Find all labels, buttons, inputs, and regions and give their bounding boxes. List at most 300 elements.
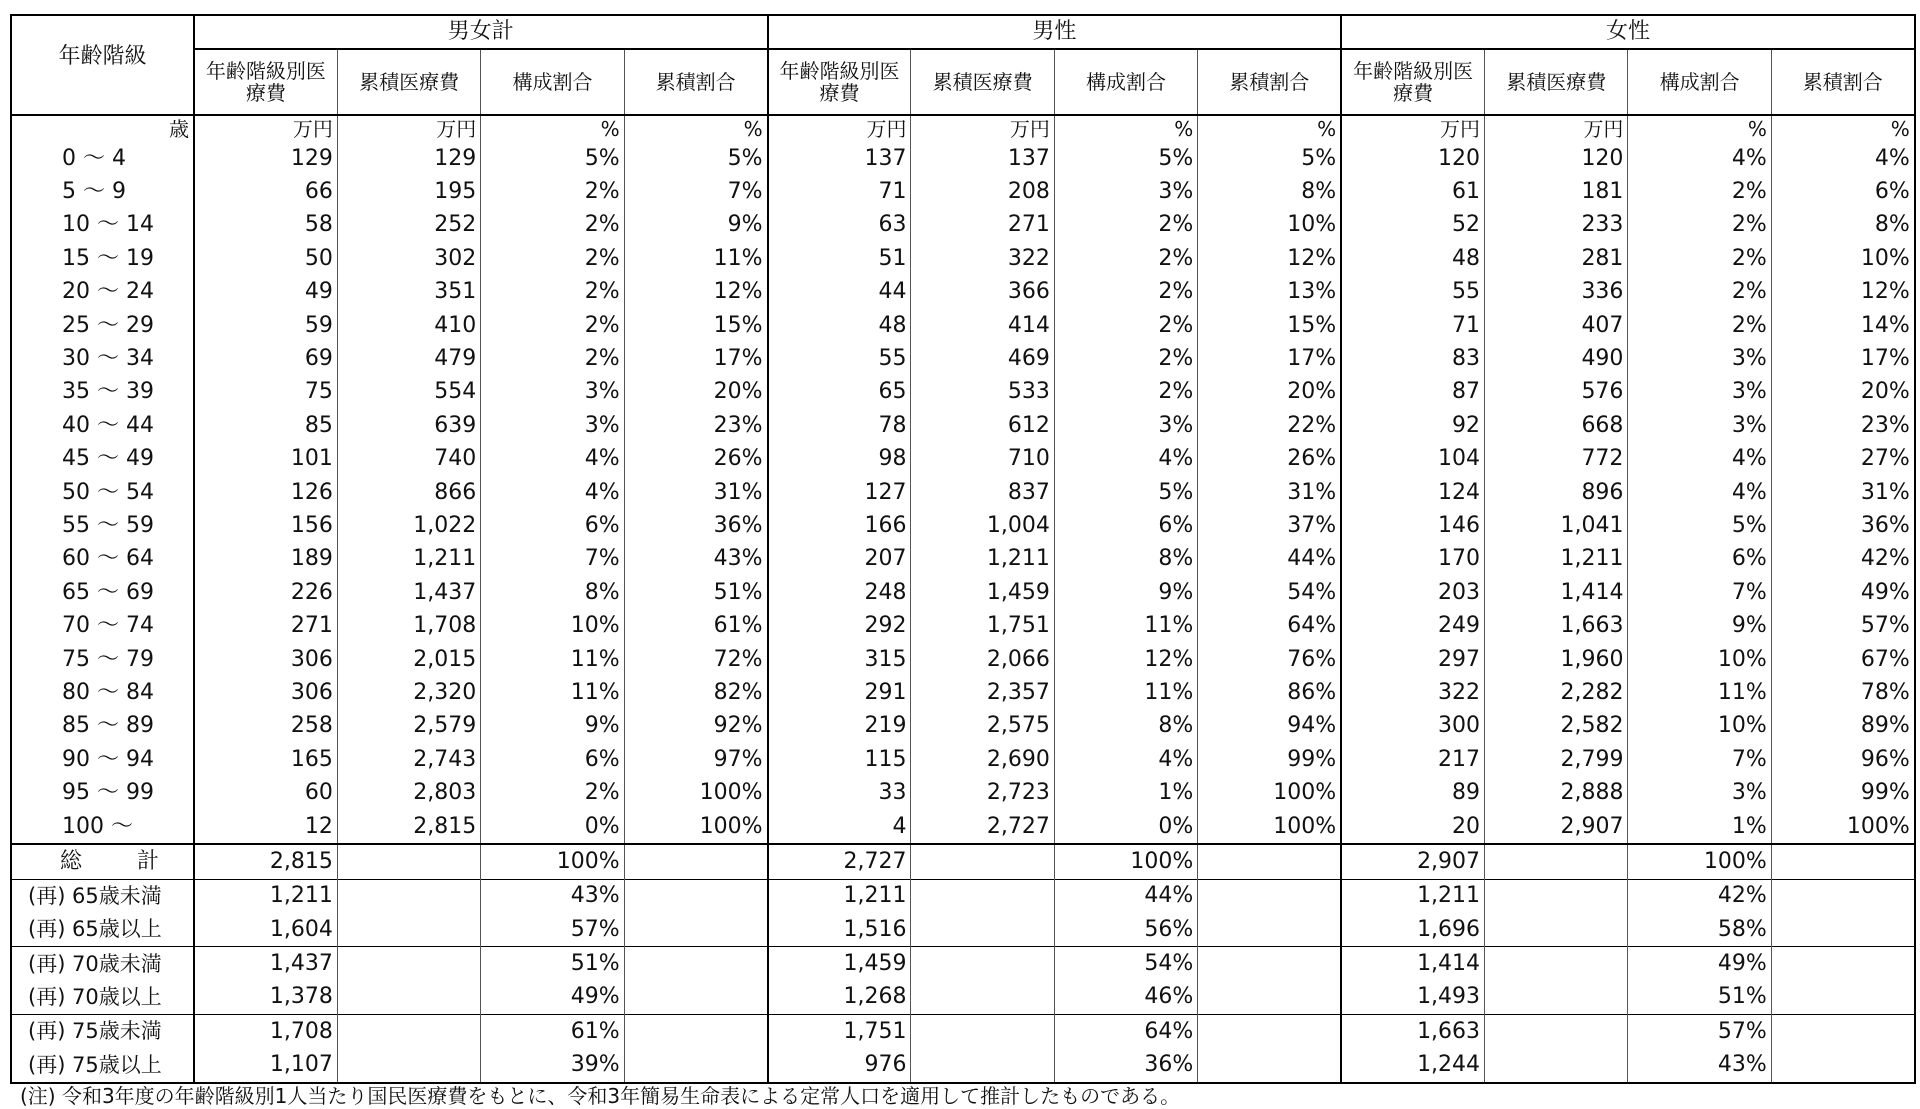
table-cell: 96%	[1771, 743, 1914, 776]
table-cell: 2%	[481, 342, 624, 375]
table-cell	[624, 913, 767, 947]
table-row	[11, 443, 1915, 476]
subtotal-row	[11, 1015, 1915, 1049]
table-cell: 49	[194, 276, 337, 309]
table-cell: 98	[768, 443, 911, 476]
table-cell	[337, 1015, 480, 1049]
row-label: 45 ～ 49	[62, 446, 154, 472]
table-cell: 69	[194, 342, 337, 375]
table-cell: 189	[194, 543, 337, 576]
row-label: 35 ～ 39	[62, 379, 154, 405]
table-cell: 7%	[1628, 743, 1771, 776]
table-cell: 52	[1341, 209, 1484, 242]
table-cell: 8%	[1198, 175, 1341, 208]
table-cell: 2%	[481, 209, 624, 242]
column-header: 構成割合	[1054, 49, 1197, 115]
table-cell	[1771, 981, 1914, 1015]
table-cell: 4%	[1628, 443, 1771, 476]
table-cell	[1771, 879, 1914, 913]
table-row	[11, 509, 1915, 542]
table-cell: 56%	[1054, 913, 1197, 947]
table-cell: 48	[768, 309, 911, 342]
table-cell: 48	[1341, 242, 1484, 275]
table-cell: 4%	[1628, 142, 1771, 175]
row-label: (再) 70歳未満	[11, 947, 194, 981]
table-cell: 837	[911, 476, 1054, 509]
table-cell: 64%	[1198, 609, 1341, 642]
table-cell: 36%	[624, 509, 767, 542]
table-cell: 351	[337, 276, 480, 309]
table-cell: 43%	[481, 879, 624, 913]
table-cell: 1,211	[1485, 543, 1628, 576]
table-cell: 2,582	[1485, 710, 1628, 743]
table-cell: 50	[194, 242, 337, 275]
table-cell: 208	[911, 175, 1054, 208]
unit-cell: %	[481, 115, 624, 142]
table-cell: 1%	[1054, 776, 1197, 809]
table-cell: 271	[194, 609, 337, 642]
table-cell: 51%	[481, 947, 624, 981]
row-label: (再) 65歳以上	[28, 917, 162, 942]
row-label: 100 ～	[62, 813, 133, 839]
table-row	[11, 409, 1915, 442]
table-cell: 129	[337, 142, 480, 175]
table-cell	[337, 913, 480, 947]
row-label: 50 ～ 54	[62, 479, 154, 505]
table-cell: 2,743	[337, 743, 480, 776]
table-cell: 2,015	[337, 643, 480, 676]
table-cell: 2%	[481, 776, 624, 809]
table-cell: 100%	[1771, 810, 1914, 844]
table-cell: 2%	[1628, 209, 1771, 242]
table-cell: 86%	[1198, 676, 1341, 709]
table-cell: 2,815	[194, 844, 337, 879]
table-cell: 306	[194, 643, 337, 676]
table-cell: 65	[768, 376, 911, 409]
table-cell: 6%	[481, 743, 624, 776]
table-cell: 49%	[1628, 947, 1771, 981]
table-cell: 6%	[481, 509, 624, 542]
table-cell	[1485, 1015, 1628, 1049]
table-cell: 94%	[1198, 710, 1341, 743]
table-cell: 9%	[1054, 576, 1197, 609]
table-cell: 8%	[1054, 710, 1197, 743]
table-cell: 6%	[1771, 175, 1914, 208]
table-cell: 1,708	[337, 609, 480, 642]
table-cell: 66	[194, 175, 337, 208]
unit-cell: %	[1628, 115, 1771, 142]
row-label: 0 ～ 4	[62, 145, 126, 171]
table-row	[11, 376, 1915, 409]
unit-cell: %	[624, 115, 767, 142]
table-cell: 2,723	[911, 776, 1054, 809]
table-cell: 2,815	[337, 810, 480, 844]
table-cell: 1,211	[337, 543, 480, 576]
table-cell: 322	[911, 242, 1054, 275]
table-cell: 124	[1341, 476, 1484, 509]
table-cell: 2,907	[1485, 810, 1628, 844]
table-row	[11, 476, 1915, 509]
table-cell: 89	[1341, 776, 1484, 809]
table-cell: 0%	[1054, 810, 1197, 844]
table-cell	[1198, 1049, 1341, 1083]
table-cell: 51%	[624, 576, 767, 609]
table-cell: 3%	[481, 376, 624, 409]
table-cell: 3%	[481, 409, 624, 442]
table-cell: 23%	[1771, 409, 1914, 442]
table-cell: 1,459	[768, 947, 911, 981]
table-cell: 8%	[481, 576, 624, 609]
table-cell	[1485, 844, 1628, 879]
table-cell	[911, 913, 1054, 947]
table-cell: 2%	[1054, 276, 1197, 309]
table-row	[11, 342, 1915, 375]
row-label: 70 ～ 74	[62, 613, 154, 639]
table-cell	[1771, 1015, 1914, 1049]
table-cell: 2,727	[768, 844, 911, 879]
table-cell: 3%	[1628, 409, 1771, 442]
table-cell: 2%	[1628, 276, 1771, 309]
table-cell: 710	[911, 443, 1054, 476]
table-cell: 99%	[1771, 776, 1914, 809]
table-cell: 20%	[1771, 376, 1914, 409]
table-cell: 2%	[1054, 342, 1197, 375]
table-cell: 42%	[1771, 543, 1914, 576]
table-cell: 1,004	[911, 509, 1054, 542]
table-cell: 44	[768, 276, 911, 309]
age-group-header: 年齢階級	[58, 44, 147, 69]
row-label: 60 ～ 64	[62, 546, 154, 572]
table-cell: 5%	[1054, 142, 1197, 175]
table-cell: 49%	[481, 981, 624, 1015]
table-cell: 7%	[1628, 576, 1771, 609]
unit-cell: %	[1054, 115, 1197, 142]
table-cell: 60	[194, 776, 337, 809]
table-cell: 23%	[624, 409, 767, 442]
table-row	[11, 543, 1915, 576]
table-row	[11, 676, 1915, 709]
table-cell: 2,907	[1341, 844, 1484, 879]
table-cell: 2%	[1054, 309, 1197, 342]
table-cell: 302	[337, 242, 480, 275]
table-cell: 20%	[624, 376, 767, 409]
table-cell	[911, 879, 1054, 913]
row-label: (再) 75歳未満	[11, 1015, 194, 1049]
group-header-male: 男性	[768, 15, 1342, 49]
table-cell: 15%	[1198, 309, 1341, 342]
table-cell: 226	[194, 576, 337, 609]
column-header: 累積割合	[1771, 49, 1914, 115]
table-cell: 17%	[1198, 342, 1341, 375]
table-cell	[337, 981, 480, 1015]
table-cell	[1771, 844, 1914, 879]
table-body	[11, 115, 1915, 1083]
table-cell	[337, 879, 480, 913]
row-label: 40 ～ 44	[62, 412, 154, 438]
column-header: 累積医療費	[911, 49, 1054, 115]
table-cell: 181	[1485, 175, 1628, 208]
table-cell: 414	[911, 309, 1054, 342]
footnote: (注) 令和3年度の年齢階級別1人当たり国民医療費をもとに、令和3年簡易生命表による定常人口を適用して推計したものである。	[20, 1084, 1181, 1108]
table-cell: 156	[194, 509, 337, 542]
table-cell: 36%	[1771, 509, 1914, 542]
table-cell: 1,022	[337, 509, 480, 542]
subtotal-row	[11, 913, 1915, 947]
group-header-total: 男女計	[194, 15, 768, 49]
table-row	[11, 743, 1915, 776]
table-cell: 3%	[1054, 409, 1197, 442]
table-cell: 366	[911, 276, 1054, 309]
table-cell	[624, 844, 767, 879]
table-cell: 12%	[624, 276, 767, 309]
table-cell: 249	[1341, 609, 1484, 642]
row-label: 5 ～ 9	[62, 179, 126, 205]
group-header-female: 女性	[1341, 15, 1915, 49]
table-cell: 11%	[481, 676, 624, 709]
table-cell: 101	[194, 443, 337, 476]
table-cell: 1,437	[194, 947, 337, 981]
table-cell: 58%	[1628, 913, 1771, 947]
table-cell: 104	[1341, 443, 1484, 476]
table-cell: 315	[768, 643, 911, 676]
table-cell: 2%	[1054, 242, 1197, 275]
table-cell: 219	[768, 710, 911, 743]
unit-cell: 万円	[337, 115, 480, 142]
table-cell: 31%	[1771, 476, 1914, 509]
table-cell: 11%	[1054, 609, 1197, 642]
table-cell: 44%	[1198, 543, 1341, 576]
table-cell: 64%	[1054, 1015, 1197, 1049]
table-cell: 336	[1485, 276, 1628, 309]
table-cell: 17%	[1771, 342, 1914, 375]
table-cell: 100%	[1628, 844, 1771, 879]
table-cell	[1771, 1049, 1914, 1083]
table-cell: 258	[194, 710, 337, 743]
table-cell: 126	[194, 476, 337, 509]
table-cell: 2%	[481, 175, 624, 208]
table-cell: 51%	[1628, 981, 1771, 1015]
table-cell: 58	[194, 209, 337, 242]
table-cell: 11%	[1054, 676, 1197, 709]
table-cell: 1,211	[194, 879, 337, 913]
row-label: 総 計	[11, 844, 194, 879]
table-row	[11, 643, 1915, 676]
table-cell: 2%	[481, 242, 624, 275]
table-cell: 976	[768, 1049, 911, 1083]
unit-cell: 万円	[1485, 115, 1628, 142]
table-cell: 22%	[1198, 409, 1341, 442]
table-cell: 1,211	[911, 543, 1054, 576]
table-cell: 10%	[481, 609, 624, 642]
table-cell: 165	[194, 743, 337, 776]
table-row	[11, 710, 1915, 743]
table-cell: 27%	[1771, 443, 1914, 476]
table-row	[11, 810, 1915, 844]
table-cell: 97%	[624, 743, 767, 776]
table-cell	[911, 844, 1054, 879]
table-cell: 2%	[1054, 376, 1197, 409]
table-cell: 217	[1341, 743, 1484, 776]
table-cell: 57%	[481, 913, 624, 947]
column-header: 構成割合	[1628, 49, 1771, 115]
table-cell: 46%	[1054, 981, 1197, 1015]
table-cell: 1,459	[911, 576, 1054, 609]
table-cell: 4%	[1054, 443, 1197, 476]
table-cell: 322	[1341, 676, 1484, 709]
table-cell: 5%	[1628, 509, 1771, 542]
table-cell: 1,663	[1485, 609, 1628, 642]
table-cell: 57%	[1628, 1015, 1771, 1049]
table-row	[11, 276, 1915, 309]
table-cell: 3%	[1054, 175, 1197, 208]
table-cell	[1198, 1015, 1341, 1049]
table-cell: 42%	[1628, 879, 1771, 913]
table-cell: 866	[337, 476, 480, 509]
table-cell: 1,751	[911, 609, 1054, 642]
table-cell: 469	[911, 342, 1054, 375]
subtotal-row	[11, 947, 1915, 981]
table-cell: 2,799	[1485, 743, 1628, 776]
table-cell: 4%	[481, 476, 624, 509]
row-label: 90 ～ 94	[62, 746, 154, 772]
column-header: 年齢階級別医療費	[768, 49, 911, 115]
table-cell: 2%	[481, 276, 624, 309]
table-cell: 44%	[1054, 879, 1197, 913]
table-cell	[624, 879, 767, 913]
table-cell	[1485, 1049, 1628, 1083]
table-cell: 37%	[1198, 509, 1341, 542]
table-cell	[1198, 947, 1341, 981]
table-cell: 639	[337, 409, 480, 442]
table-cell: 100%	[624, 810, 767, 844]
table-cell	[1485, 913, 1628, 947]
table-cell: 1,493	[1341, 981, 1484, 1015]
table-cell: 612	[911, 409, 1054, 442]
table-cell: 195	[337, 175, 480, 208]
table-cell: 1,751	[768, 1015, 911, 1049]
table-cell: 15%	[624, 309, 767, 342]
table-row	[11, 609, 1915, 642]
table-cell: 2%	[481, 309, 624, 342]
table-cell: 146	[1341, 509, 1484, 542]
total-row	[11, 844, 1915, 879]
table-cell: 2%	[1628, 309, 1771, 342]
table-cell: 72%	[624, 643, 767, 676]
table-cell: 20%	[1198, 376, 1341, 409]
unit-cell: 歳	[11, 115, 194, 142]
table-cell: 63	[768, 209, 911, 242]
table-cell: 78	[768, 409, 911, 442]
table-cell: 2%	[1628, 242, 1771, 275]
table-cell: 87	[1341, 376, 1484, 409]
table-cell: 2,282	[1485, 676, 1628, 709]
table-cell: 31%	[1198, 476, 1341, 509]
table-cell: 297	[1341, 643, 1484, 676]
table-cell	[1485, 981, 1628, 1015]
table-cell: 2,690	[911, 743, 1054, 776]
table-cell: 410	[337, 309, 480, 342]
table-cell	[337, 1049, 480, 1083]
table-cell: 291	[768, 676, 911, 709]
medical-cost-table	[10, 14, 1916, 1084]
row-label: 55 ～ 59	[62, 512, 154, 538]
table-cell: 127	[768, 476, 911, 509]
table-cell	[337, 947, 480, 981]
row-label: 75 ～ 79	[62, 646, 154, 672]
table-cell: 207	[768, 543, 911, 576]
column-header: 年齢階級別医療費	[194, 49, 337, 115]
table-cell: 43%	[1628, 1049, 1771, 1083]
column-header: 構成割合	[481, 49, 624, 115]
table-cell: 26%	[624, 443, 767, 476]
table-cell: 1,663	[1341, 1015, 1484, 1049]
table-cell: 479	[337, 342, 480, 375]
table-cell: 1,437	[337, 576, 480, 609]
table-cell: 252	[337, 209, 480, 242]
table-cell: 1,414	[1485, 576, 1628, 609]
unit-cell: 万円	[911, 115, 1054, 142]
table-cell: 61%	[481, 1015, 624, 1049]
table-cell: 668	[1485, 409, 1628, 442]
table-cell: 11%	[624, 242, 767, 275]
table-cell: 233	[1485, 209, 1628, 242]
table-cell: 306	[194, 676, 337, 709]
column-header: 累積割合	[624, 49, 767, 115]
table-cell: 5%	[1054, 476, 1197, 509]
unit-cell: 万円	[194, 115, 337, 142]
row-label: 80 ～ 84	[62, 679, 154, 705]
subtotal-row	[11, 1049, 1915, 1083]
table-cell	[911, 1049, 1054, 1083]
table-cell: 772	[1485, 443, 1628, 476]
table-cell: 100%	[1054, 844, 1197, 879]
table-cell: 271	[911, 209, 1054, 242]
table-cell: 55	[768, 342, 911, 375]
table-cell: 137	[911, 142, 1054, 175]
table-cell: 1,211	[1341, 879, 1484, 913]
table-row	[11, 175, 1915, 208]
table-cell: 8%	[1771, 209, 1914, 242]
table-cell: 2%	[1628, 175, 1771, 208]
table-cell: 55	[1341, 276, 1484, 309]
table-cell: 82%	[624, 676, 767, 709]
table-cell: 9%	[1628, 609, 1771, 642]
table-cell: 407	[1485, 309, 1628, 342]
table-cell	[1485, 947, 1628, 981]
table-cell: 137	[768, 142, 911, 175]
table-cell: 4%	[1628, 476, 1771, 509]
table-cell: 8%	[1054, 543, 1197, 576]
table-cell: 6%	[1054, 509, 1197, 542]
unit-cell: %	[1198, 115, 1341, 142]
table-cell: 533	[911, 376, 1054, 409]
table-cell: 14%	[1771, 309, 1914, 342]
table-cell: 92	[1341, 409, 1484, 442]
table-cell: 1,378	[194, 981, 337, 1015]
table-cell: 54%	[1198, 576, 1341, 609]
table-cell: 1,041	[1485, 509, 1628, 542]
table-cell: 248	[768, 576, 911, 609]
unit-row	[11, 115, 1915, 142]
table-cell: 13%	[1198, 276, 1341, 309]
table-cell: 2,575	[911, 710, 1054, 743]
table-cell: 4	[768, 810, 911, 844]
row-label: 15 ～ 19	[62, 245, 154, 271]
table-cell: 99%	[1198, 743, 1341, 776]
medical-cost-table-wrapper	[10, 14, 1914, 1084]
table-cell	[624, 1049, 767, 1083]
subtotal-row	[11, 981, 1915, 1015]
